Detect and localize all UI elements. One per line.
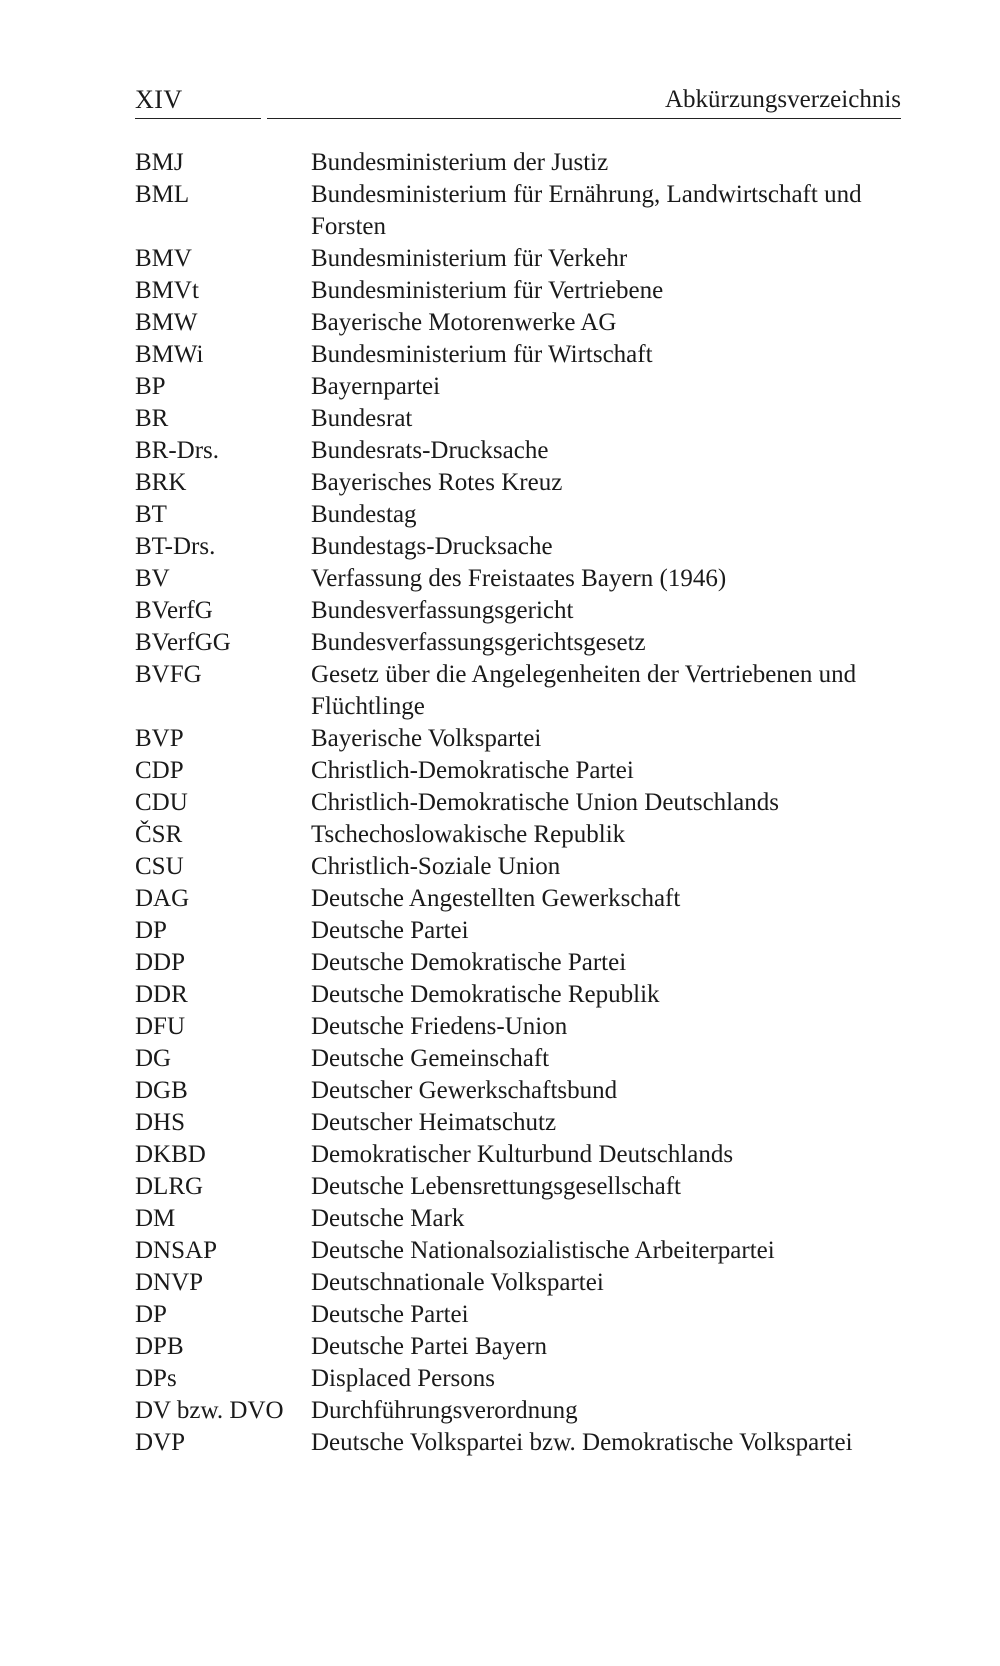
expansion: Bundesministerium für Verkehr xyxy=(311,245,628,272)
expansion: Tschechoslowakische Republik xyxy=(311,821,626,848)
abbreviation-list xyxy=(135,147,901,1459)
list-item xyxy=(135,1139,901,1171)
abbreviation: DDR xyxy=(135,981,188,1008)
abbreviation: DPB xyxy=(135,1333,184,1360)
abbreviation: BP xyxy=(135,373,166,400)
abbreviation: DNVP xyxy=(135,1269,204,1296)
list-item xyxy=(135,339,901,371)
list-item xyxy=(135,851,901,883)
list-item xyxy=(135,563,901,595)
expansion: Bundesrats-Drucksache xyxy=(311,437,549,464)
list-item xyxy=(135,947,901,979)
abbreviation: DM xyxy=(135,1205,176,1232)
abbreviation: DLRG xyxy=(135,1173,204,1200)
expansion: Deutsche Demokratische Republik xyxy=(311,981,660,1008)
abbreviation: ČSR xyxy=(135,821,183,848)
expansion: Deutsche Nationalsozialistische Arbeiterpartei xyxy=(311,1237,775,1264)
abbreviation: DNSAP xyxy=(135,1237,217,1264)
list-item xyxy=(135,1299,901,1331)
expansion: Deutschnationale Volkspartei xyxy=(311,1269,604,1296)
list-item xyxy=(135,1235,901,1267)
abbreviation: BT xyxy=(135,501,167,528)
abbreviation: BR-Drs. xyxy=(135,437,220,464)
abbreviation: DVP xyxy=(135,1429,186,1456)
abbreviation: BT-Drs. xyxy=(135,533,216,560)
expansion: Deutsche Demokratische Partei xyxy=(311,949,627,976)
expansion: Durchführungsverordnung xyxy=(311,1397,578,1424)
list-item xyxy=(135,595,901,627)
list-item xyxy=(135,403,901,435)
abbreviation: BVerfGG xyxy=(135,629,231,656)
expansion: Deutsche Gemeinschaft xyxy=(311,1045,550,1072)
abbreviation: DG xyxy=(135,1045,172,1072)
expansion: Gesetz über die Angelegenheiten der Vertriebenen und Flüchtlinge xyxy=(311,661,857,720)
abbreviation: BMV xyxy=(135,245,192,272)
abbreviation: DDP xyxy=(135,949,186,976)
expansion: Deutsche Friedens-Union xyxy=(311,1013,568,1040)
list-item xyxy=(135,1203,901,1235)
list-item xyxy=(135,659,901,723)
expansion: Christlich-Demokratische Union Deutschlands xyxy=(311,789,779,816)
list-item xyxy=(135,1171,901,1203)
list-item xyxy=(135,1395,901,1427)
abbreviation: BMWi xyxy=(135,341,204,368)
expansion: Deutsche Partei Bayern xyxy=(311,1333,548,1360)
list-item xyxy=(135,243,901,275)
abbreviation: CSU xyxy=(135,853,184,880)
abbreviation: BMW xyxy=(135,309,198,336)
expansion: Bundesministerium für Ernährung, Landwirtschaft und Forsten xyxy=(311,181,862,240)
expansion: Bundesministerium der Justiz xyxy=(311,149,609,176)
header-rule-right xyxy=(267,118,901,119)
expansion: Bundesministerium für Vertriebene xyxy=(311,277,664,304)
abbreviation: BMVt xyxy=(135,277,199,304)
list-item xyxy=(135,147,901,179)
abbreviation: BRK xyxy=(135,469,187,496)
expansion: Christlich-Soziale Union xyxy=(311,853,561,880)
list-item xyxy=(135,1075,901,1107)
list-item xyxy=(135,275,901,307)
abbreviation: BMJ xyxy=(135,149,184,176)
list-item xyxy=(135,755,901,787)
list-item xyxy=(135,1363,901,1395)
list-item xyxy=(135,1427,901,1459)
abbreviation: DGB xyxy=(135,1077,188,1104)
abbreviation: DAG xyxy=(135,885,190,912)
list-item xyxy=(135,307,901,339)
expansion: Bundesverfassungsgericht xyxy=(311,597,574,624)
abbreviation: DHS xyxy=(135,1109,186,1136)
list-item xyxy=(135,787,901,819)
running-header xyxy=(135,80,901,120)
expansion: Deutsche Partei xyxy=(311,917,469,944)
section-title: Abkürzungsverzeichnis xyxy=(664,86,901,113)
abbreviation: BML xyxy=(135,181,190,208)
expansion: Demokratischer Kulturbund Deutschlands xyxy=(311,1141,734,1168)
expansion: Bundesverfassungsgerichtsgesetz xyxy=(311,629,646,656)
expansion: Deutsche Volkspartei bzw. Demokratische Volkspartei xyxy=(311,1429,853,1456)
abbreviation: BR xyxy=(135,405,169,432)
expansion: Deutscher Gewerkschaftsbund xyxy=(311,1077,618,1104)
list-item xyxy=(135,371,901,403)
list-item xyxy=(135,819,901,851)
list-item xyxy=(135,1011,901,1043)
expansion: Christlich-Demokratische Partei xyxy=(311,757,634,784)
list-item xyxy=(135,883,901,915)
abbreviation: BVerfG xyxy=(135,597,213,624)
expansion: Bayerische Volkspartei xyxy=(311,725,542,752)
expansion: Deutsche Angestellten Gewerkschaft xyxy=(311,885,681,912)
list-item xyxy=(135,499,901,531)
list-item xyxy=(135,915,901,947)
expansion: Deutsche Partei xyxy=(311,1301,469,1328)
list-item xyxy=(135,723,901,755)
expansion: Bayerisches Rotes Kreuz xyxy=(311,469,563,496)
header-rule-left xyxy=(135,118,261,119)
expansion: Bundesrat xyxy=(311,405,413,432)
list-item xyxy=(135,179,901,243)
abbreviation: DFU xyxy=(135,1013,186,1040)
list-item xyxy=(135,1331,901,1363)
abbreviation: BV xyxy=(135,565,170,592)
abbreviation: DKBD xyxy=(135,1141,206,1168)
abbreviation: DP xyxy=(135,1301,167,1328)
expansion: Bayernpartei xyxy=(311,373,441,400)
list-item xyxy=(135,467,901,499)
expansion: Deutsche Mark xyxy=(311,1205,465,1232)
list-item xyxy=(135,1107,901,1139)
abbreviation: DP xyxy=(135,917,167,944)
expansion: Displaced Persons xyxy=(311,1365,495,1392)
abbreviation: CDP xyxy=(135,757,184,784)
list-item xyxy=(135,435,901,467)
abbreviation: BVP xyxy=(135,725,184,752)
expansion: Deutsche Lebensrettungsgesellschaft xyxy=(311,1173,682,1200)
abbreviation: BVFG xyxy=(135,661,202,688)
list-item xyxy=(135,979,901,1011)
expansion: Bundestag xyxy=(311,501,417,528)
list-item xyxy=(135,1267,901,1299)
abbreviation: CDU xyxy=(135,789,188,816)
expansion: Bayerische Motorenwerke AG xyxy=(311,309,617,336)
abbreviation: DPs xyxy=(135,1365,177,1392)
expansion: Deutscher Heimatschutz xyxy=(311,1109,557,1136)
expansion: Bundesministerium für Wirtschaft xyxy=(311,341,653,368)
list-item xyxy=(135,531,901,563)
expansion: Bundestags-Drucksache xyxy=(311,533,553,560)
list-item xyxy=(135,627,901,659)
page-number: XIV xyxy=(135,85,183,114)
list-item xyxy=(135,1043,901,1075)
expansion: Verfassung des Freistaates Bayern (1946) xyxy=(311,565,727,592)
abbreviation: DV bzw. DVO xyxy=(135,1397,284,1424)
